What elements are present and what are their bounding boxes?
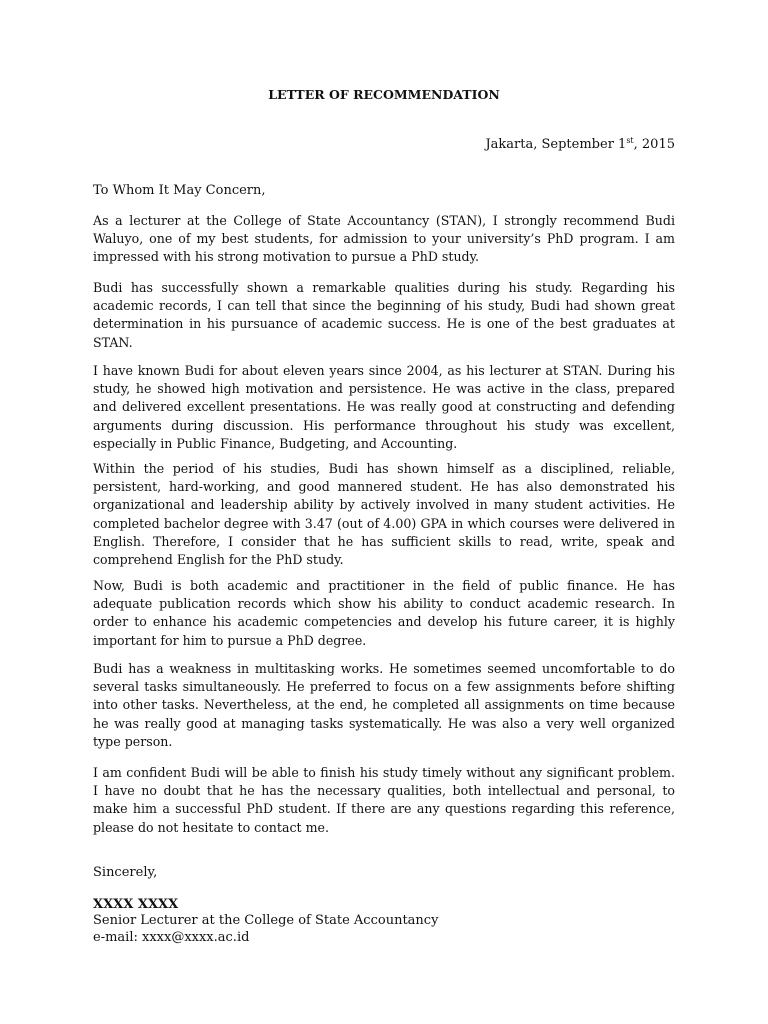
body-paragraph-1: As a lecturer at the College of State Accountancy (STAN), I strongly recommend Budi Waluyo, one of my best students, for admission to your university’s PhD program. I am impressed with his strong motivation to pursue a PhD study. (93, 213, 675, 265)
body-paragraph-5: Now, Budi is both academic and practitioner in the field of public finance. He has adequate publication records which show his ability to conduct academic research. In order to enhance his academic competencies and develop his future career, it is highly important for him to pursue a PhD degree. (93, 578, 675, 648)
body-paragraph-3: I have known Budi for about eleven years since 2004, as his lecturer at STAN. During his study, he showed high motivation and persistence. He was active in the class, prepared and delivered excellent presentations. He was really good at constructing and defending arguments during discussion. His performance throughout his study was excellent, especially in Public Finance, Budgeting, and Accounting. (93, 363, 675, 451)
letter-date (485, 137, 675, 152)
signer-name: XXXX XXXX (93, 897, 179, 912)
letter-title: LETTER OF RECOMMENDATION (268, 87, 500, 102)
date-ordinal-suffix: st (626, 136, 634, 145)
body-paragraph-2: Budi has successfully shown a remarkable qualities during his study. Regarding his academic records, I can tell that since the beginning of his study, Budi had shown great determination in his pursuance of academic success. He is one of the best graduates at STAN. (93, 280, 675, 350)
body-paragraph-4: Within the period of his studies, Budi has shown himself as a disciplined, reliable, persistent, hard-working, and good mannered student. He has also demonstrated his organizational and leadership ability by actively involved in many student activities. He completed bachelor degree with 3.47 (out of 4.00) GPA in which courses were delivered in English. Therefore, I consider that he has sufficient skills to read, write, speak and comprehend English for the PhD study. (93, 461, 675, 568)
closing: Sincerely, (93, 865, 158, 880)
body-paragraph-6: Budi has a weakness in multitasking works. He sometimes seemed uncomfortable to do several tasks simultaneously. He preferred to focus on a few assignments before shifting into other tasks. Nevertheless, at the end, he completed all assignments on time because he was really good at managing tasks systematically. He was also a very well organized type person. (93, 661, 675, 749)
salutation: To Whom It May Concern, (93, 183, 266, 198)
date-suffix: , 2015 (633, 137, 675, 152)
body-paragraph-7: I am confident Budi will be able to finish his study timely without any significant problem. I have no doubt that he has the necessary qualities, both intellectual and personal, to make him a successful PhD student. If there are any questions regarding this reference, please do not hesitate to contact me. (93, 765, 675, 835)
signer-email: e-mail: xxxx@xxxx.ac.id (93, 930, 250, 945)
date-prefix: Jakarta, September 1 (485, 137, 627, 152)
signer-title: Senior Lecturer at the College of State Accountancy (93, 913, 439, 928)
